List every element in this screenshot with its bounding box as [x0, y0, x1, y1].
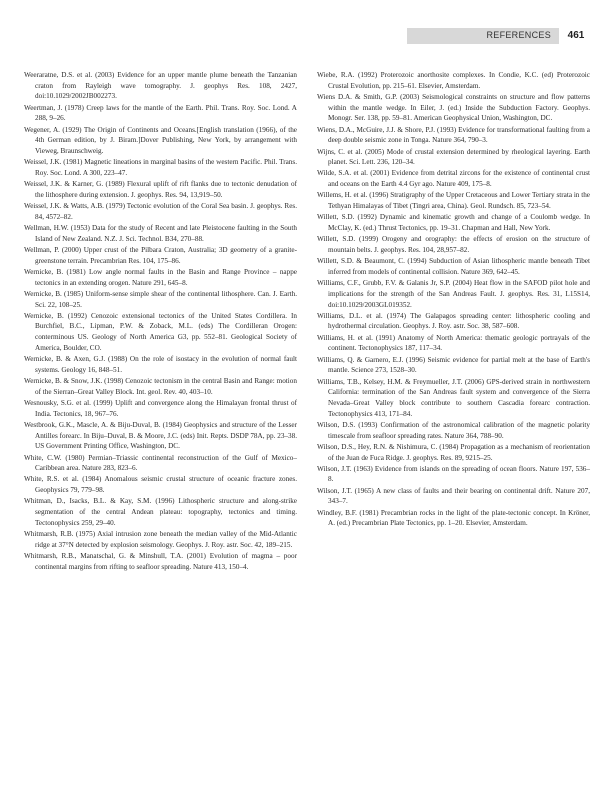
reference-entry: Wesnousky, S.G. et al. (1999) Uplift and convergence along the Himalayan frontal thrust of India. Tectonics, 18, 967–76. — [24, 398, 297, 418]
reference-entry: Wilson, J.T. (1965) A new class of faults and their bearing on continental drift. Nature 207, 343–7. — [317, 486, 590, 506]
reference-entry: Wilde, S.A. et al. (2001) Evidence from detrital zircons for the existence of continental crust and oceans on the Earth 4.4 Gyr ago. Nature 409, 175–8. — [317, 169, 590, 189]
page-number: 461 — [567, 30, 585, 41]
reference-entry: Westbrook, G.K., Mascle, A. & Biju-Duval, B. (1984) Geophysics and structure of the Lesser Antilles forearc. In Biju–Duval, B. & Moore, J.C. (eds) Init. Repts. DSDP 78A, pp. 23–38. US Government Printing Office, Washington, DC. — [24, 420, 297, 451]
reference-entry: Wernicke, B. (1981) Low angle normal faults in the Basin and Range Province – nappe tectonics in an extending orogen. Nature 291, 645–8. — [24, 267, 297, 287]
reference-entry: Willems, H. et al. (1996) Stratigraphy of the Upper Cretaceous and Lower Tertiary strata in the Tethyan Himalayas of Tibet (Tingri area, China). Geol. Rundsch. 85, 723–54. — [317, 191, 590, 211]
reference-entry: Windley, B.F. (1981) Precambrian rocks in the light of the plate-tectonic concept. In Kröner, A. (ed.) Precambrian Plate Tectonics, pp. 1–20. Elsevier, Amsterdam. — [317, 508, 590, 528]
reference-entry: Wellman, P. (2000) Upper crust of the Pilbara Craton, Australia; 3D geometry of a granite-greenstone terrain. Precambrian Res. 104, 175–86. — [24, 245, 297, 265]
reference-column-left — [24, 70, 297, 573]
reference-entry: Whitman, D., Isacks, B.L. & Kay, S.M. (1996) Lithospheric structure and along-strike segmentation of the central Andean plateau: topography, tectonics and timing. Tectonophysics 259, 29–40. — [24, 497, 297, 527]
reference-entry: Willett, S.D. (1992) Dynamic and kinematic growth and change of a Coulomb wedge. In McClay, K. (ed.) Thrust Tectonics, pp. 19–31. Chapman and Hall, New York. — [317, 213, 590, 232]
reference-entry: Wernicke, B. & Snow, J.K. (1998) Cenozoic tectonism in the central Basin and Range: motion of the Sierran–Great Valley Block. Int. geol. Rev. 40, 403–10. — [24, 377, 297, 396]
reference-entry: Wijns, C. et al. (2005) Mode of crustal extension determined by rheological layering. Earth planet. Sci. Lett. 236, 120–34. — [317, 147, 590, 167]
reference-entry: Wernicke, B. & Axen, G.J. (1988) On the role of isostacy in the evolution of normal fault systems. Geology 16, 848–51. — [24, 355, 297, 374]
reference-entry: White, R.S. et al. (1984) Anomalous seismic crustal structure of oceanic fracture zones. Geophysics 79, 779–98. — [24, 475, 297, 495]
reference-entry: Wegener, A. (1929) The Origin of Continents and Oceans.[English translation (1966), of the 4th German edition, by J. Biram.]Dover Publishing, New York, by arrangement with Vieweg, Braunschweig. — [24, 125, 297, 155]
reference-entry: Willett, S.D. (1999) Orogeny and orography: the effects of erosion on the structure of mountain belts. J. geophys. Res. 104, 28,957–82. — [317, 235, 590, 254]
reference-entry: Weissel, J.K. & Karner, G. (1989) Flexural uplift of rift flanks due to tectonic denudation of the lithosphere during extension. J. geophys. Res. 94, 13,919–50. — [24, 180, 297, 199]
reference-entry: Wellman, H.W. (1953) Data for the study of Recent and late Pleistocene faulting in the South Island of New Zealand. N.Z. J. Sci. Technol. B34, 270–88. — [24, 224, 297, 243]
reference-entry: Whitmarsh, R.B., Manatschal, G. & Minshull, T.A. (2001) Evolution of magma – poor continental margins from rifting to seafloor spreading. Nature 413, 150–4. — [24, 551, 297, 571]
reference-entry: Wernicke, B. (1992) Cenozoic extensional tectonics of the United States Cordillera. In Burchfiel, B.C., Lipman, P.W. & Zoback, M.L. (eds) The Cordilleran Orogen: conterminous US. Geology of North America G3, pp. 552–81. Geological Society of America, Boulder, CO. — [24, 311, 297, 352]
reference-entry: Wiens, D.A., McGuire, J.J. & Shore, P.J. (1993) Evidence for transformational faulting from a deep double seismic zone in Tonga. Nature 364, 790–3. — [317, 125, 590, 145]
reference-entry: Williams, Q. & Garnero, E.J. (1996) Seismic evidence for partial melt at the base of Earth's mantle. Science 273, 1528–30. — [317, 355, 590, 375]
reference-entry: Wiebe, R.A. (1992) Proterozoic anorthosite complexes. In Condie, K.C. (ed) Proterozoic Crustal Evolution, pp. 215–61. Elsevier, Amsterdam. — [317, 71, 590, 90]
running-header-title: REFERENCES — [486, 30, 551, 40]
reference-entry: Wilson, D.S., Hey, R.N. & Nishimura, C. (1984) Propagation as a mechanism of reorientation of the Juan de Fuca Ridge. J. geophys. Res. 89, 9215–25. — [317, 442, 590, 462]
reference-column-right — [317, 70, 590, 530]
reference-entry: Wernicke, B. (1985) Uniform-sense simple shear of the continental lithosphere. Can. J. Earth. Sci. 22, 108–25. — [24, 289, 297, 309]
reference-entry: Williams, H. et al. (1991) Anatomy of North America: thematic geologic portrayals of the continent. Tectonophysics 187, 117–34. — [317, 333, 590, 353]
reference-entry: Weeraratne, D.S. et al. (2003) Evidence for an upper mantle plume beneath the Tanzanian craton from Rayleigh wave tomography. J. geophys Res. 108, 2427, doi:10.1029/2002JB002273. — [24, 71, 297, 101]
reference-entry: Wiens D.A. & Smith, G.P. (2003) Seismological constraints on structure and flow patterns within the mantle wedge. In Eiler, J. (ed.) Inside the Subduction Factory. Geophys. Monogr. Ser. 138, pp. 59–81. American Geophysical Union, Washington, DC. — [317, 92, 590, 123]
reference-entry: Willett, S.D. & Beaumont, C. (1994) Subduction of Asian lithospheric mantle beneath Tibet inferred from models of continental collision. Nature 369, 642–45. — [317, 257, 590, 276]
reference-entry: Williams, T.B., Kelsey, H.M. & Freymueller, J.T. (2006) GPS-derived strain in northwestern California: termination of the San Andreas fault system and convergence of the Sierra Nevada–Great Valley block contribute to southern Cascadia forearc contraction. Tectonophysics 413, 171–84. — [317, 377, 590, 418]
reference-entry: Williams, D.L. et al. (1974) The Galapagos spreading center: lithospheric cooling and hydrothermal circulation. Geophys. J. Roy. astr. Soc. 38, 587–608. — [317, 311, 590, 331]
reference-entry: Williams, C.F., Grubb, F.V. & Galanis Jr, S.P. (2004) Heat flow in the SAFOD pilot hole and implications for the strength of the San Andreas Fault. J. geophys. Res. 31, L15S14, doi:10.1029/2003GL019352. — [317, 279, 590, 309]
reference-entry: Whitmarsh, R.B. (1975) Axial intrusion zone beneath the median valley of the Mid-Atlantic ridge at 37°N detected by explosion seismology. Geophys. J. Roy. astr. Soc. 42, 189–215. — [24, 530, 297, 549]
reference-entry: Weertman, J. (1978) Creep laws for the mantle of the Earth. Phil. Trans. Roy. Soc. Lond. A 288, 9–26. — [24, 103, 297, 123]
reference-entry: Weissel, J.K. (1981) Magnetic lineations in marginal basins of the western Pacific. Phil. Trans. Roy. Soc. Lond. A 300, 223–47. — [24, 158, 297, 177]
reference-entry: Wilson, J.T. (1963) Evidence from islands on the spreading of ocean floors. Nature 197, 536–8. — [317, 464, 590, 484]
running-header — [407, 28, 559, 44]
reference-entry: Weissel, J.K. & Watts, A.B. (1979) Tectonic evolution of the Coral Sea basin. J. geophys. Res. 84, 4572–82. — [24, 202, 297, 221]
reference-entry: Wilson, D.S. (1993) Confirmation of the astronomical calibration of the magnetic polarity timescale from seafloor spreading rates. Nature 364, 788–90. — [317, 420, 590, 440]
reference-entry: White, C.W. (1980) Permian–Triassic continental reconstruction of the Gulf of Mexico–Caribbean area. Nature 283, 823–6. — [24, 453, 297, 473]
